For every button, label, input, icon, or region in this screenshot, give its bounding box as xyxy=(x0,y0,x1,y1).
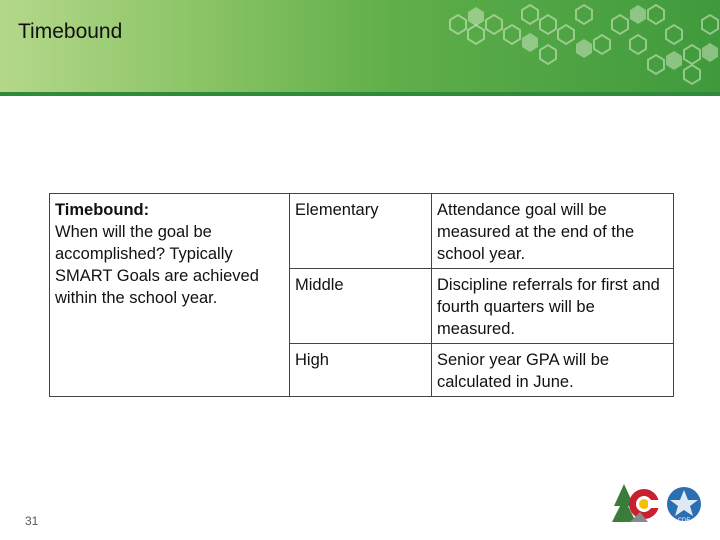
slide-title: Timebound xyxy=(18,20,123,43)
timebound-table xyxy=(49,193,674,397)
colorado-tree-logo-icon xyxy=(612,484,660,522)
definition-text: When will the goal be accomplished? Typically SMART Goals are achieved within the school year. xyxy=(55,223,259,307)
level-cell: High xyxy=(290,344,432,397)
goal-cell: Senior year GPA will be calculated in June. xyxy=(432,344,674,397)
goal-cell: Discipline referrals for first and fourth quarters will be measured. xyxy=(432,269,674,344)
slide-header xyxy=(0,0,720,92)
level-cell: Middle xyxy=(290,269,432,344)
page-number: 31 xyxy=(25,514,39,528)
table-row xyxy=(50,194,674,269)
hexagon-pattern-decoration xyxy=(420,0,720,92)
header-divider xyxy=(0,92,720,96)
footer-logos xyxy=(610,480,710,528)
level-cell: Elementary xyxy=(290,194,432,269)
definition-cell xyxy=(50,194,290,397)
svg-text:CDE: CDE xyxy=(677,518,691,524)
goal-cell: Attendance goal will be measured at the end of the school year. xyxy=(432,194,674,269)
cde-logo-icon xyxy=(667,487,701,524)
definition-heading: Timebound: xyxy=(55,201,150,219)
